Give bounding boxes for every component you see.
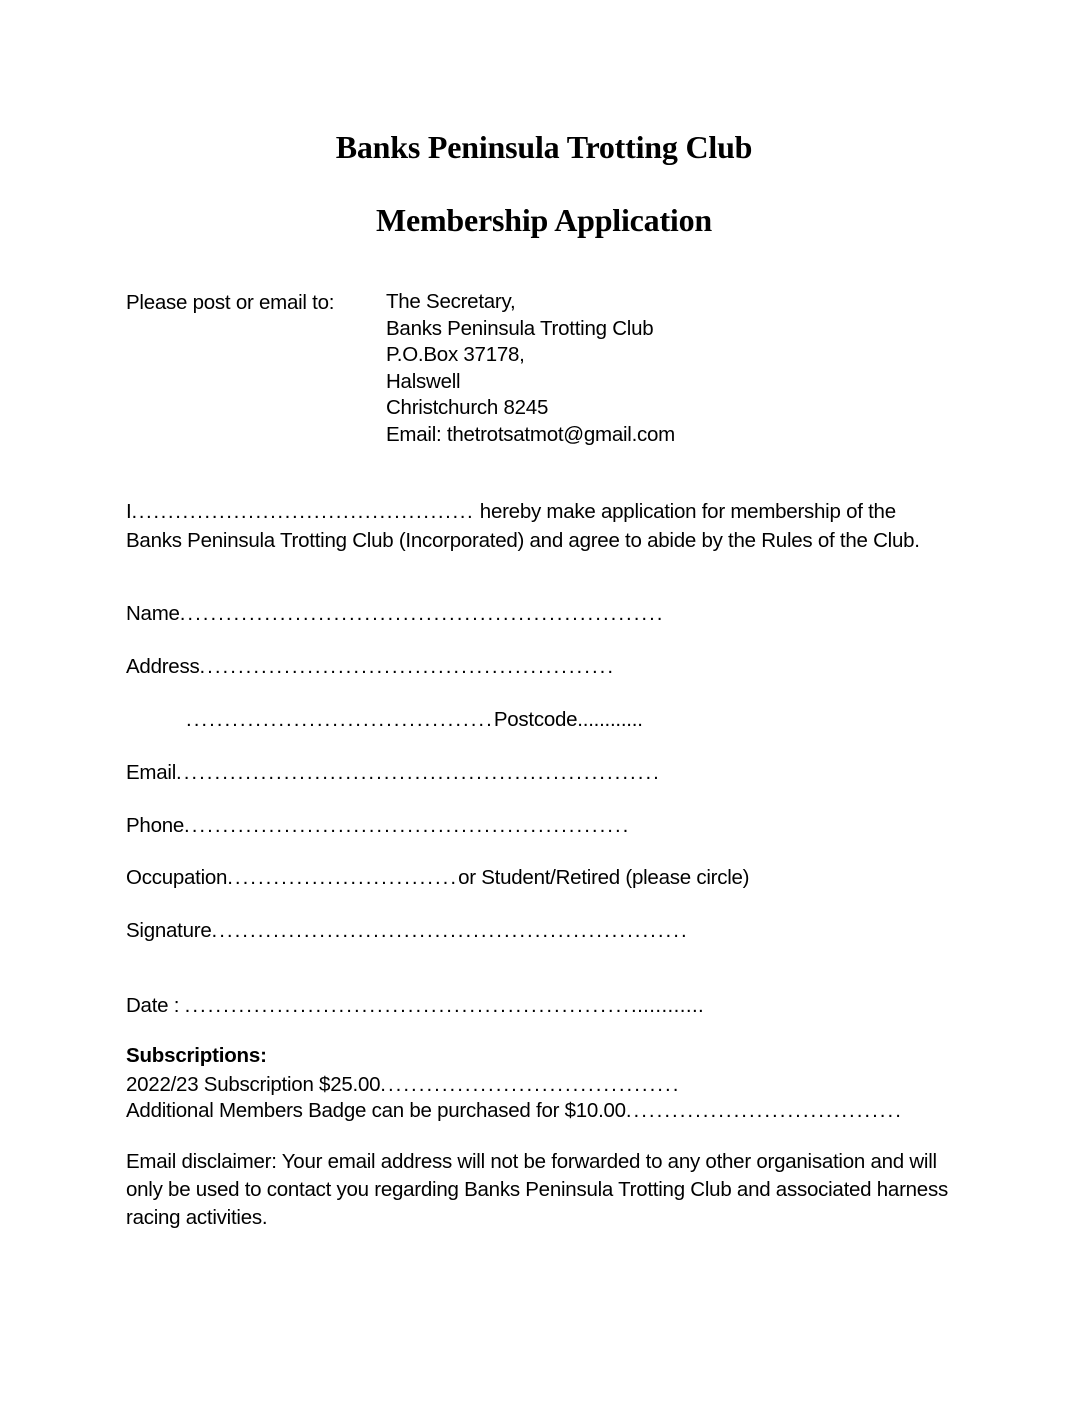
field-blank-dots[interactable]: .............................. xyxy=(227,866,459,889)
page-title: Banks Peninsula Trotting Club xyxy=(335,129,753,165)
field-postcode-label: Postcode............ xyxy=(493,708,643,731)
field-email[interactable] xyxy=(126,760,661,786)
declaration-blank-dots[interactable]: ............................................... xyxy=(131,500,475,523)
field-name[interactable] xyxy=(126,601,665,627)
field-blank-dots[interactable]: .......................................................... xyxy=(184,994,631,1017)
field-label: Signature xyxy=(126,919,212,942)
field-phone[interactable] xyxy=(126,813,630,839)
field-blank-dots[interactable]: ............................................................... xyxy=(176,761,661,784)
members-badge-line[interactable] xyxy=(126,1098,903,1124)
subscriptions-heading: Subscriptions: xyxy=(126,1044,267,1067)
field-label: Occupation xyxy=(126,866,228,889)
field-blank-dots[interactable]: .............................................................. xyxy=(211,919,689,942)
field-blank-dots[interactable]: .......................................................... xyxy=(184,814,631,837)
secretary-address-block xyxy=(386,289,675,448)
subscription-fee-dots[interactable]: ....................................... xyxy=(380,1073,681,1096)
field-postcode[interactable] xyxy=(186,707,643,733)
field-address[interactable] xyxy=(126,654,615,680)
field-occupation[interactable] xyxy=(126,865,749,891)
field-blank-dots[interactable]: ........................................ xyxy=(186,708,494,731)
field-label: Name xyxy=(126,602,180,625)
field-date[interactable] xyxy=(126,993,704,1019)
field-blank-dots[interactable]: ............................................................... xyxy=(179,602,665,625)
declaration-paragraph xyxy=(126,497,956,555)
field-label: Email xyxy=(126,761,177,784)
field-signature[interactable] xyxy=(126,918,689,944)
field-label: Address xyxy=(126,655,200,678)
declaration-text: hereby make application for membership of the Banks Peninsula Trotting Club (Incorporated) and agree to abide by the Rules of the Club. xyxy=(126,500,920,552)
field-blank-dots-tail[interactable]: ............ xyxy=(630,994,705,1017)
address-line: P.O.Box 37178, xyxy=(386,343,525,366)
address-email-line: Email: thetrotsatmot@gmail.com xyxy=(386,422,676,446)
members-badge-text: Additional Members Badge can be purchased for $10.00 xyxy=(126,1099,626,1122)
address-line: The Secretary, xyxy=(386,290,516,313)
page-subtitle: Membership Application xyxy=(375,202,713,238)
field-occupation-options[interactable]: or Student/Retired (please circle) xyxy=(458,866,750,889)
field-label: Phone xyxy=(126,814,185,837)
address-line: Banks Peninsula Trotting Club xyxy=(386,316,654,340)
subscription-fee-text: 2022/23 Subscription $25.00 xyxy=(126,1073,381,1096)
declaration-prefix: I xyxy=(126,500,132,523)
field-label: Date : xyxy=(126,994,185,1017)
address-line: Christchurch 8245 xyxy=(386,396,549,419)
field-blank-dots[interactable]: ...................................................... xyxy=(199,655,616,678)
members-badge-dots[interactable]: .................................... xyxy=(625,1099,903,1122)
address-line: Halswell xyxy=(386,369,461,393)
email-disclaimer: Email disclaimer: Your email address will not be forwarded to any other organisation and will only be used to contact you regarding Banks Peninsula Trotting Club and associated harness racing activities. xyxy=(126,1150,948,1229)
post-or-email-label: Please post or email to: xyxy=(126,291,335,314)
subscription-fee-line[interactable] xyxy=(126,1072,680,1098)
